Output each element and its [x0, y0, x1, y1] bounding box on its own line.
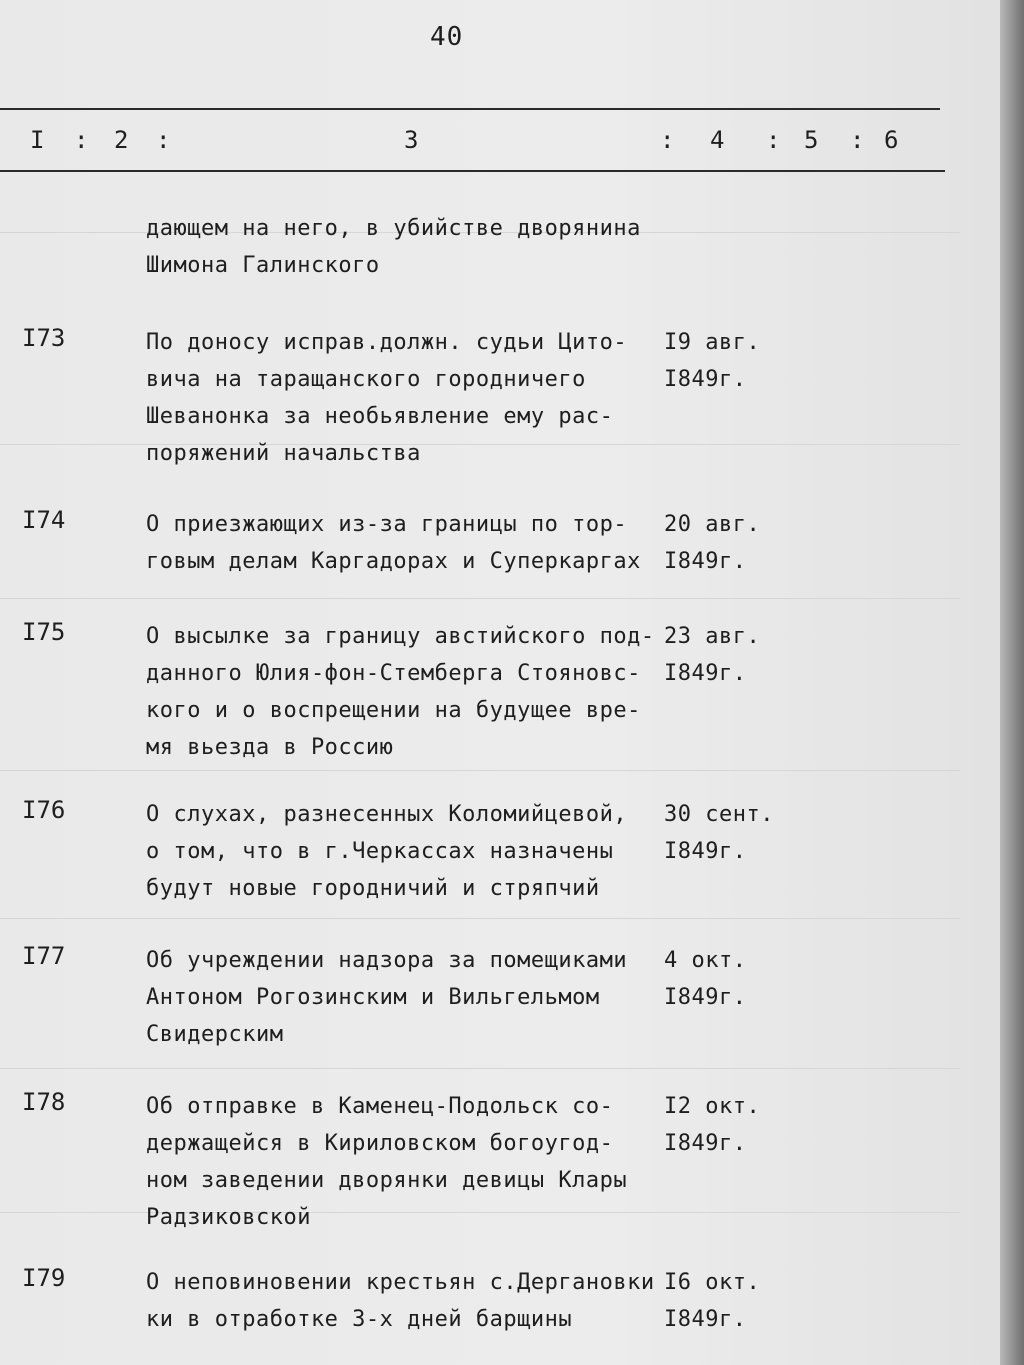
column-header-1: I [30, 126, 45, 154]
header-bottom-rule [0, 170, 945, 172]
page-number: 40 [430, 22, 464, 52]
bleed-through-line [0, 918, 960, 919]
column-header-separator: : [74, 126, 89, 154]
date-year: I849г. [664, 985, 747, 1010]
column-header-6: 6 [884, 126, 899, 154]
entry-number: I78 [22, 1088, 66, 1116]
text-line: дающем на него, в убийстве дворянина [146, 216, 641, 241]
entry-title [146, 506, 666, 580]
text-line: Об отправке в Каменец-Подольск со- [146, 1094, 614, 1119]
entry-date [664, 324, 760, 398]
column-header-2: 2 [114, 126, 129, 154]
entry-date [664, 796, 774, 870]
text-line: будут новые городничий и стряпчий [146, 876, 600, 901]
entry-title [146, 324, 666, 472]
column-header-separator: : [156, 126, 171, 154]
column-header-separator: : [766, 126, 781, 154]
page-edge-shadow [1000, 0, 1024, 1365]
entry-title [146, 796, 666, 907]
entry-number: I79 [22, 1264, 66, 1292]
column-header-separator: : [850, 126, 865, 154]
date-year: I849г. [664, 1131, 747, 1156]
entry-date [664, 618, 760, 692]
text-line: По доносу исправ.должн. судьи Цито- [146, 330, 628, 355]
text-line: О неповиновении крестьян с.Дергановки [146, 1270, 655, 1295]
column-header-separator: : [660, 126, 675, 154]
date-year: I849г. [664, 1307, 747, 1332]
date-day: 20 авг. [664, 512, 761, 537]
bleed-through-line [0, 598, 960, 599]
entry-date [664, 942, 746, 1016]
text-line: Радзиковской [146, 1205, 311, 1230]
text-line: Шимона Галинского [146, 253, 380, 278]
date-year: I849г. [664, 549, 747, 574]
entry-title [146, 1264, 666, 1338]
entry-title [146, 618, 666, 766]
bleed-through-line [0, 770, 960, 771]
entry-number: I75 [22, 618, 66, 646]
text-line: Свидерским [146, 1022, 284, 1047]
text-line: данного Юлия-фон-Стемберга Стояновс- [146, 661, 641, 686]
text-line: ки в отработке 3-х дней барщины [146, 1307, 573, 1332]
column-header-4: 4 [710, 126, 725, 154]
text-line: мя вьезда в Россию [146, 735, 394, 760]
text-line: кого и о воспрещении на будущее вре- [146, 698, 641, 723]
entry-date [664, 1264, 760, 1338]
text-line: О слухах, разнесенных Коломийцевой, [146, 802, 628, 827]
date-day: 30 сент. [664, 802, 774, 827]
text-line: поряжений начальства [146, 441, 421, 466]
text-line: держащейся в Кириловском богоугод- [146, 1131, 614, 1156]
text-line: ном заведении дворянки девицы Клары [146, 1168, 628, 1193]
text-line: Шеванонка за необьявление ему рас- [146, 404, 614, 429]
entry-number: I77 [22, 942, 66, 970]
text-line: Об учреждении надзора за помещиками [146, 948, 628, 973]
entry-number: I74 [22, 506, 66, 534]
date-day: I6 окт. [664, 1270, 761, 1295]
text-line: Антоном Рогозинским и Вильгельмом [146, 985, 600, 1010]
date-year: I849г. [664, 367, 747, 392]
bleed-through-line [0, 1068, 960, 1069]
date-day: 4 окт. [664, 948, 747, 973]
text-line: О приезжающих из-за границы по тор- [146, 512, 628, 537]
entry-date [664, 506, 760, 580]
entry-number: I76 [22, 796, 66, 824]
entry-date [664, 1088, 760, 1162]
text-line: говым делам Каргадорах и Суперкаргах [146, 549, 641, 574]
entry-title [146, 942, 666, 1053]
column-header-3: 3 [404, 126, 419, 154]
text-line: о том, что в г.Черкассах назначены [146, 839, 614, 864]
date-day: I9 авг. [664, 330, 761, 355]
text-line: вича на таращанского городничего [146, 367, 586, 392]
header-top-rule [0, 108, 940, 110]
date-day: 23 авг. [664, 624, 761, 649]
entry-title [146, 1088, 666, 1236]
entry-number: I73 [22, 324, 66, 352]
continuation-text [146, 210, 666, 284]
date-year: I849г. [664, 839, 747, 864]
date-day: I2 окт. [664, 1094, 761, 1119]
text-line: О высылке за границу австийского под- [146, 624, 655, 649]
date-year: I849г. [664, 661, 747, 686]
column-header-5: 5 [804, 126, 819, 154]
